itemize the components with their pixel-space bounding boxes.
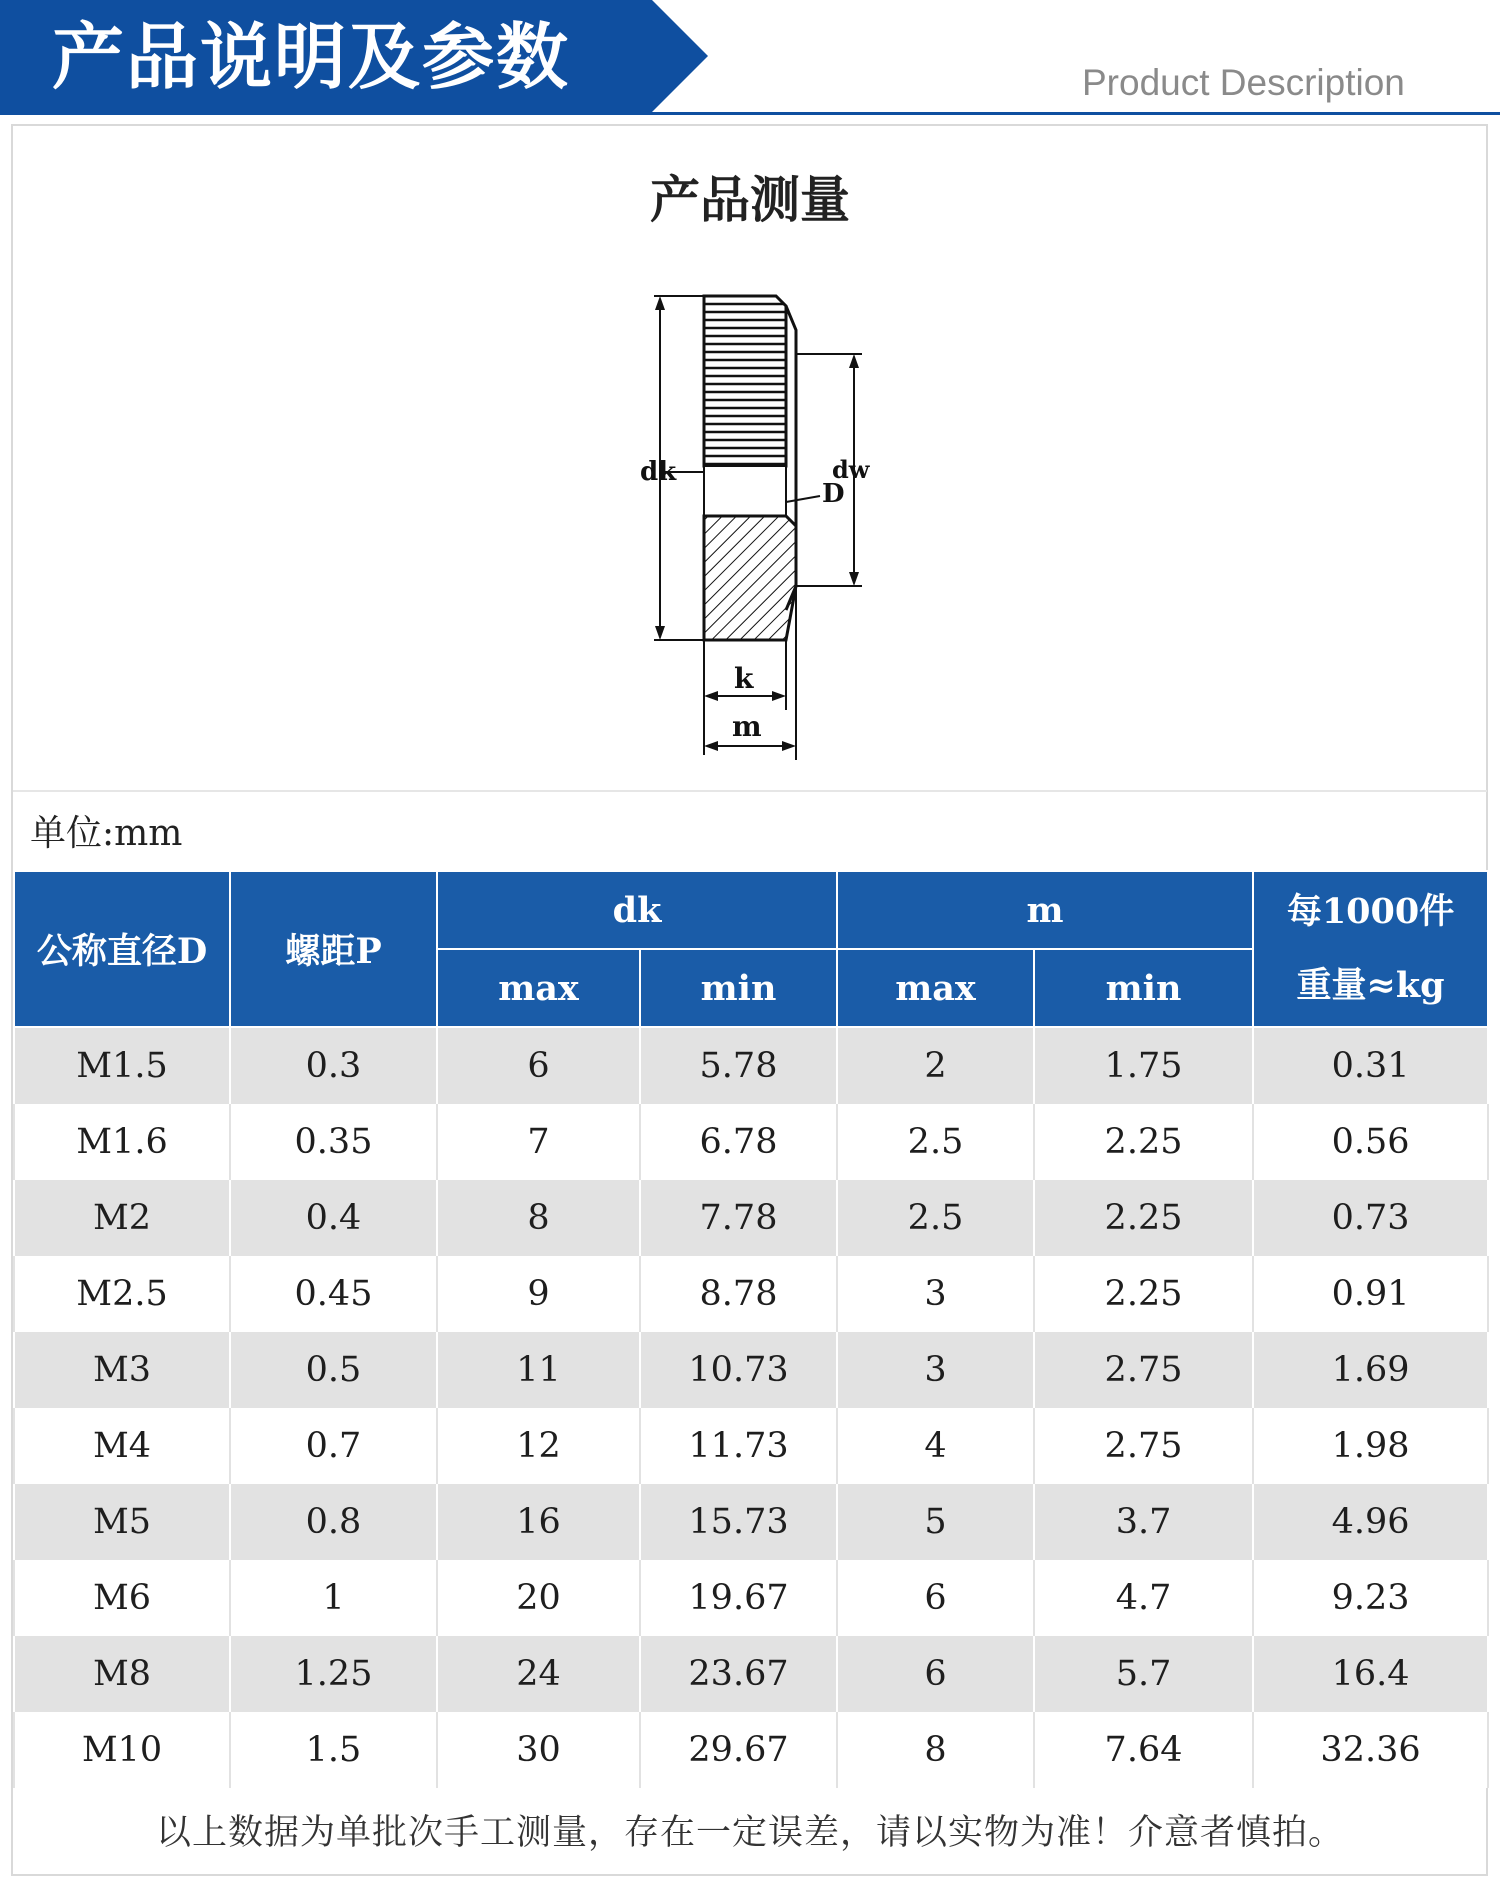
knurled-body [704, 296, 786, 466]
cell-nominal-diameter: M4 [14, 1408, 230, 1484]
cell-m-max: 2.5 [837, 1104, 1034, 1180]
cell-dk-min: 29.67 [640, 1712, 837, 1788]
col-header-m-min: min [1034, 949, 1253, 1027]
cell-dk-min: 19.67 [640, 1560, 837, 1636]
cell-m-max: 8 [837, 1712, 1034, 1788]
table-header-row [14, 871, 1488, 949]
label-D: D [822, 479, 845, 509]
cell-pitch: 1 [230, 1560, 437, 1636]
cell-m-min: 4.7 [1034, 1560, 1253, 1636]
cell-dk-max: 12 [437, 1408, 640, 1484]
label-dk: dk [640, 457, 677, 487]
label-m: m [732, 710, 762, 743]
cell-dk-max: 20 [437, 1560, 640, 1636]
table-row [14, 1560, 1488, 1636]
cell-dk-min: 23.67 [640, 1636, 837, 1712]
page-subtitle: Product Description [1082, 62, 1405, 103]
cell-dk-min: 8.78 [640, 1256, 837, 1332]
cell-weight: 32.36 [1253, 1712, 1488, 1788]
table-row [14, 1484, 1488, 1560]
table-row [14, 1332, 1488, 1408]
cell-m-max: 2.5 [837, 1180, 1034, 1256]
cell-pitch: 1.5 [230, 1712, 437, 1788]
thread-hole [704, 466, 786, 516]
cell-nominal-diameter: M2.5 [14, 1256, 230, 1332]
cell-pitch: 0.4 [230, 1180, 437, 1256]
unit-label: 单位:mm [30, 813, 183, 854]
cell-pitch: 1.25 [230, 1636, 437, 1712]
cell-weight: 0.91 [1253, 1256, 1488, 1332]
spec-table [13, 870, 1489, 1788]
cell-dk-max: 24 [437, 1636, 640, 1712]
section-hatch [704, 516, 796, 640]
label-k: k [734, 662, 754, 695]
cell-weight: 9.23 [1253, 1560, 1488, 1636]
dimension-dw [796, 354, 871, 586]
cell-m-min: 2.25 [1034, 1256, 1253, 1332]
table-row [14, 1712, 1488, 1788]
cell-pitch: 0.7 [230, 1408, 437, 1484]
cell-dk-max: 30 [437, 1712, 640, 1788]
cell-nominal-diameter: M10 [14, 1712, 230, 1788]
table-row [14, 1256, 1488, 1332]
section-divider [13, 790, 1487, 792]
cell-m-max: 2 [837, 1027, 1034, 1104]
cell-pitch: 0.35 [230, 1104, 437, 1180]
cell-dk-min: 6.78 [640, 1104, 837, 1180]
cell-m-max: 6 [837, 1560, 1034, 1636]
cell-dk-min: 15.73 [640, 1484, 837, 1560]
header-banner [0, 0, 710, 113]
cell-dk-min: 10.73 [640, 1332, 837, 1408]
cell-pitch: 0.8 [230, 1484, 437, 1560]
cell-m-max: 6 [837, 1636, 1034, 1712]
cell-dk-max: 16 [437, 1484, 640, 1560]
cell-m-min: 1.75 [1034, 1027, 1253, 1104]
page-title: 产品说明及参数 [52, 15, 571, 99]
cell-nominal-diameter: M8 [14, 1636, 230, 1712]
cell-weight: 4.96 [1253, 1484, 1488, 1560]
cell-nominal-diameter: M3 [14, 1332, 230, 1408]
table-row [14, 1636, 1488, 1712]
cell-dk-min: 7.78 [640, 1180, 837, 1256]
cell-weight: 1.98 [1253, 1408, 1488, 1484]
cell-m-min: 2.75 [1034, 1408, 1253, 1484]
table-row [14, 1104, 1488, 1180]
cell-m-max: 5 [837, 1484, 1034, 1560]
cell-pitch: 0.5 [230, 1332, 437, 1408]
table-row [14, 1027, 1488, 1104]
col-header-dk-min: min [640, 949, 837, 1027]
cell-nominal-diameter: M6 [14, 1560, 230, 1636]
label-dw: dw [832, 455, 870, 484]
header-divider [0, 112, 1500, 115]
cell-m-max: 3 [837, 1256, 1034, 1332]
footer-note: 以上数据为单批次手工测量，存在一定误差，请以实物为准！介意者慎拍。 [155, 1813, 1344, 1853]
col-header-weight [1253, 871, 1488, 1027]
col-header-nominal-diameter: 公称直径D [14, 871, 230, 1027]
cell-dk-max: 9 [437, 1256, 640, 1332]
col-header-dk-max: max [437, 949, 640, 1027]
cell-weight: 1.69 [1253, 1332, 1488, 1408]
cell-weight: 0.73 [1253, 1180, 1488, 1256]
col-header-m-max: max [837, 949, 1034, 1027]
cell-m-min: 3.7 [1034, 1484, 1253, 1560]
cell-dk-max: 6 [437, 1027, 640, 1104]
cell-m-max: 4 [837, 1408, 1034, 1484]
cell-m-max: 3 [837, 1332, 1034, 1408]
weight-header-line1: 每1000件 [1286, 891, 1455, 932]
cell-nominal-diameter: M5 [14, 1484, 230, 1560]
col-header-m: m [837, 871, 1253, 949]
cell-nominal-diameter: M1.5 [14, 1027, 230, 1104]
cell-dk-max: 7 [437, 1104, 640, 1180]
cell-m-min: 5.7 [1034, 1636, 1253, 1712]
cell-m-min: 2.75 [1034, 1332, 1253, 1408]
cell-m-min: 7.64 [1034, 1712, 1253, 1788]
cell-pitch: 0.45 [230, 1256, 437, 1332]
table-row [14, 1408, 1488, 1484]
cell-pitch: 0.3 [230, 1027, 437, 1104]
cell-weight: 16.4 [1253, 1636, 1488, 1712]
table-row [14, 1180, 1488, 1256]
dimension-dk [640, 296, 704, 640]
cell-dk-max: 11 [437, 1332, 640, 1408]
cell-dk-min: 5.78 [640, 1027, 837, 1104]
weight-header-line2: 重量≈kg [1296, 965, 1445, 1006]
col-header-dk: dk [437, 871, 837, 949]
cell-m-min: 2.25 [1034, 1104, 1253, 1180]
cell-weight: 0.56 [1253, 1104, 1488, 1180]
cell-nominal-diameter: M2 [14, 1180, 230, 1256]
cell-nominal-diameter: M1.6 [14, 1104, 230, 1180]
table-body [14, 1027, 1488, 1788]
col-header-pitch: 螺距P [230, 871, 437, 1027]
nut-dimension-diagram [600, 270, 900, 770]
cell-dk-min: 11.73 [640, 1408, 837, 1484]
diagram-title: 产品测量 [650, 171, 850, 229]
cell-dk-max: 8 [437, 1180, 640, 1256]
cell-m-min: 2.25 [1034, 1180, 1253, 1256]
cell-weight: 0.31 [1253, 1027, 1488, 1104]
